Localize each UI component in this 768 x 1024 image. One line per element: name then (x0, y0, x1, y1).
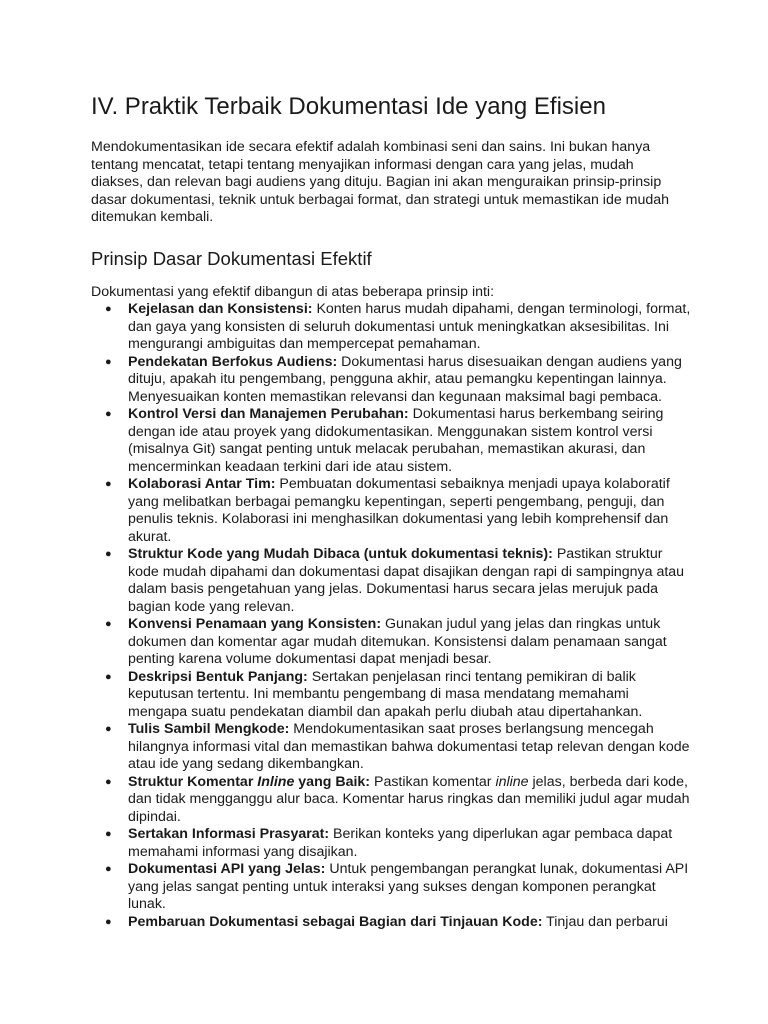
item-term: Struktur Kode yang Mudah Dibaca (untuk dokumentasi teknis): (128, 546, 553, 562)
list-item (91, 354, 691, 407)
item-text: Mendokumentasikan saat proses berlangsung mencegah hilangnya informasi vital dan memastikan bahwa dokumentasi tetap relevan dengan kode atau ide yang sedang dikembangkan. (128, 721, 690, 772)
item-term: Konvensi Penamaan yang Konsisten: (128, 616, 382, 632)
item-term-part: yang Baik: (294, 773, 371, 790)
list-item (91, 914, 691, 932)
item-term: Kontrol Versi dan Manajemen Perubahan: (128, 406, 409, 422)
item-text: Gunakan judul yang jelas dan ringkas untuk dokumen dan komentar agar mudah ditemukan. Konsistensi dalam penamaan sangat penting karena volume dokumentasi dapat menjadi besar. (128, 616, 667, 667)
list-item (91, 774, 691, 827)
item-term: Sertakan Informasi Prasyarat: (128, 826, 330, 842)
intro-paragraph: Mendokumentasikan ide secara efektif adalah kombinasi seni dan sains. Ini bukan hanya tentang mencatat, tetapi tentang menyajikan informasi dengan cara yang jelas, mudah diakses, dan relevan bagi audiens yang dituju. Bagian ini akan menguraikan prinsip-prinsip dasar dokumentasi, teknik untuk berbagai format, dan strategi untuk memastikan ide mudah ditemukan kembali. (91, 139, 670, 225)
item-text: Sertakan penjelasan rinci tentang pemikiran di balik keputusan tertentu. Ini membantu pengembang di masa mendatang memahami mengapa suatu pendekatan diambil dan apakah perlu diubah atau dipertahankan. (128, 668, 643, 720)
section-lead: Dokumentasi yang efektif dibangun di atas beberapa prinsip inti: (91, 283, 495, 300)
item-text: Pembuatan dokumentasi sebaiknya menjadi upaya kolaboratif yang melibatkan berbagai pemangku kepentingan, seperti pengembang, penguji, dan penulis teknis. Kolaborasi ini menghasilkan dokumentasi yang lebih komprehensif dan akurat. (128, 476, 670, 545)
item-text-part: jelas, berbeda dari kode, dan tidak mengganggu alur baca. Komentar harus ringkas dan memiliki judul agar mudah dipindai. (128, 773, 690, 825)
list-item (91, 616, 691, 669)
item-text: Tinjau dan perbarui (542, 913, 668, 930)
item-term: Pendekatan Berfokus Audiens: (128, 353, 338, 370)
item-term-part: Struktur Komentar (128, 773, 258, 790)
list-item (91, 301, 691, 354)
item-text: Konten harus mudah dipahami, dengan terminologi, format, dan gaya yang konsisten di seluruh dokumentasi untuk meningkatkan aksesibilitas. Ini mengurangi ambiguitas dan mempercepat pemahaman. (128, 301, 691, 352)
item-text: Untuk pengembangan perangkat lunak, dokumentasi API yang jelas sangat penting untuk interaksi yang sukses dengan komponen perangkat lunak. (128, 861, 689, 912)
item-term-italic: Inline (257, 773, 295, 790)
item-text: Pastikan struktur kode mudah dipahami dan dokumentasi dapat disajikan dengan rapi di sampingnya atau dalam basis pengetahuan yang jelas. Dokumentasi harus secara jelas merujuk pada bagian kode yang relevan. (128, 546, 685, 615)
list-item (91, 546, 691, 616)
item-term: Tulis Sambil Mengkode: (128, 721, 290, 737)
section-heading: Prinsip Dasar Dokumentasi Efektif (91, 247, 372, 269)
item-text: Berikan konteks yang diperlukan agar pembaca dapat memahami informasi yang disajikan. (128, 826, 673, 860)
item-text-part: Pastikan komentar (370, 773, 496, 790)
item-text-italic: inline (495, 773, 529, 790)
item-term: Kejelasan dan Konsistensi: (128, 301, 313, 317)
item-term: Deskripsi Bentuk Panjang: (128, 668, 308, 685)
item-text: Dokumentasi harus disesuaikan dengan audiens yang dituju, apakah itu pengembang, pengguna akhir, atau pemangku kepentingan lainnya. Menyesuaikan konten memastikan relevansi dan kegunaan maksimal bagi pembaca. (128, 353, 682, 405)
item-term: Pembaruan Dokumentasi sebagai Bagian dari Tinjauan Kode: (128, 913, 543, 930)
list-item (91, 861, 691, 914)
list-item (91, 721, 691, 774)
list-item (91, 406, 691, 476)
principles-list (91, 301, 691, 931)
list-item (91, 669, 691, 722)
page-title: IV. Praktik Terbaik Dokumentasi Ide yang Efisien (91, 93, 606, 120)
list-item (91, 826, 691, 861)
list-item (91, 476, 691, 546)
item-text: Dokumentasi harus berkembang seiring dengan ide atau proyek yang didokumentasikan. Menggunakan sistem kontrol versi (misalnya Git) sangat penting untuk melacak perubahan, memastikan akurasi, dan mencerminkan keadaan terkini dari ide atau sistem. (128, 406, 664, 475)
item-term: Dokumentasi API yang Jelas: (128, 861, 326, 877)
item-term: Kolaborasi Antar Tim: (128, 476, 276, 492)
item-term (128, 774, 370, 790)
